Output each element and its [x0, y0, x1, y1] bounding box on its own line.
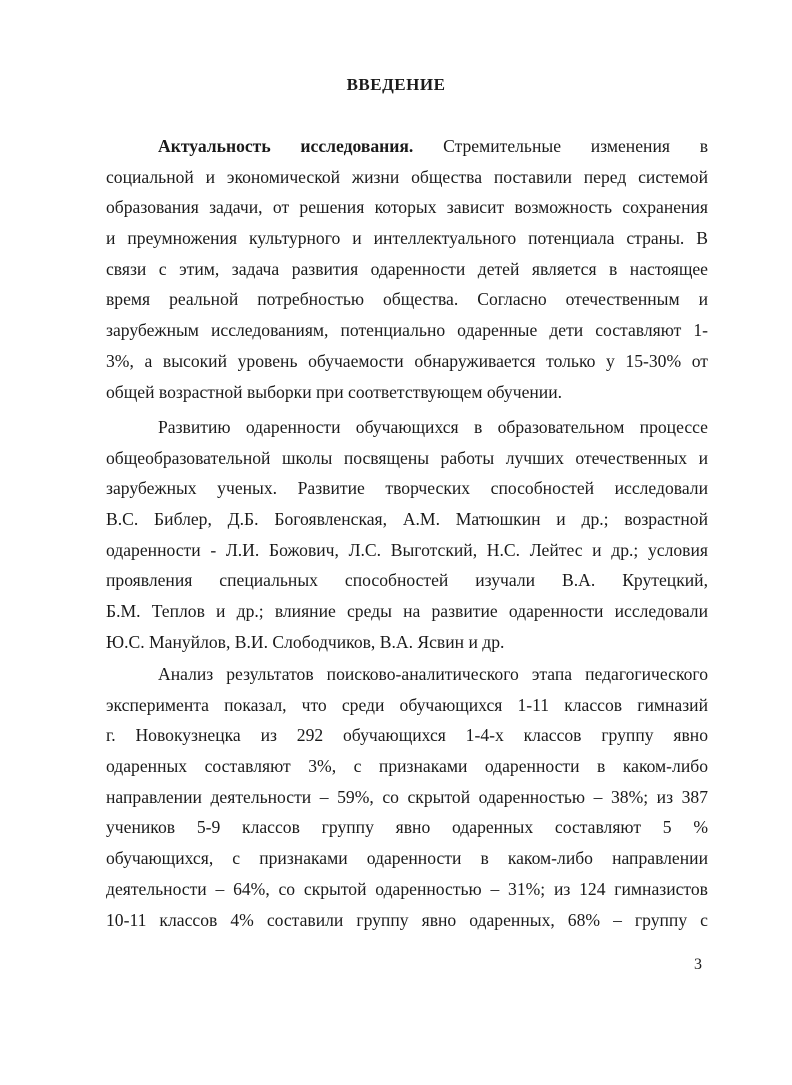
text-line: одаренных составляют 3%, с признаками одаренности в каком-либо	[106, 756, 708, 777]
text-line: Актуальность исследования. Стремительные изменения в	[158, 136, 709, 156]
text-line: В.С. Библер, Д.Б. Богоявленская, А.М. Матюшкин и др.; возрастной	[106, 509, 708, 530]
text-line: обучающихся, с признаками одаренности в каком-либо направлении	[106, 848, 708, 869]
text-line: и преумножения культурного и интеллектуального потенциала страны. В	[106, 228, 708, 249]
text-line: проявления специальных способностей изучали В.А. Крутецкий,	[106, 570, 708, 591]
text-line: Анализ результатов поисково-аналитического этапа педагогического	[158, 664, 708, 684]
text-line: деятельности – 64%, со скрытой одаренностью – 31%; из 124 гимназистов	[106, 878, 708, 899]
text-line: социальной и экономической жизни общества поставили перед системой	[106, 166, 708, 187]
text-line: эксперимента показал, что среди обучающихся 1-11 классов гимназий	[106, 694, 708, 715]
text-line: г. Новокузнецка из 292 обучающихся 1-4-х классов группу явно	[106, 725, 708, 746]
text-line: образования задачи, от решения которых зависит возможность сохранения	[106, 197, 708, 218]
text-line: Развитию одаренности обучающихся в образовательном процессе	[158, 417, 708, 437]
text-line: 3%, а высокий уровень обучаемости обнаруживается только у 15-30% от	[106, 350, 708, 371]
text-line: направлении деятельности – 59%, со скрытой одаренностью – 38%; из 387	[106, 786, 708, 807]
text-line: 10-11 классов 4% составили группу явно одаренных, 68% – группу с	[106, 909, 708, 930]
paragraph-3	[106, 659, 708, 935]
text-line: учеников 5-9 классов группу явно одаренных составляют 5 %	[106, 817, 708, 838]
paragraph-2	[106, 412, 708, 658]
text-line: время реальной потребностью общества. Согласно отечественным и	[106, 289, 708, 310]
text-line: общеобразовательной школы посвящены работы лучших отечественных и	[106, 447, 708, 468]
bold-lead: Актуальность исследования.	[158, 136, 414, 156]
text-line: зарубежных ученых. Развитие творческих способностей исследовали	[106, 478, 708, 499]
page-number: 3	[694, 956, 702, 973]
text-line: общей возрастной выборки при соответствующем обучении.	[106, 381, 563, 402]
text-line: Ю.С. Мануйлов, В.И. Слободчиков, В.А. Ясвин и др.	[106, 631, 505, 652]
paragraph-1	[106, 131, 708, 407]
page-title: ВВЕДЕНИЕ	[346, 75, 446, 94]
text-line: связи с этим, задача развития одаренности детей является в настоящее	[106, 258, 708, 279]
text-line: Б.М. Теплов и др.; влияние среды на развитие одаренности исследовали	[106, 601, 708, 622]
text-line: одаренности - Л.И. Божович, Л.С. Выготский, Н.С. Лейтес и др.; условия	[106, 539, 708, 560]
text-line: зарубежным исследованиям, потенциально одаренные дети составляют 1-	[106, 320, 708, 341]
